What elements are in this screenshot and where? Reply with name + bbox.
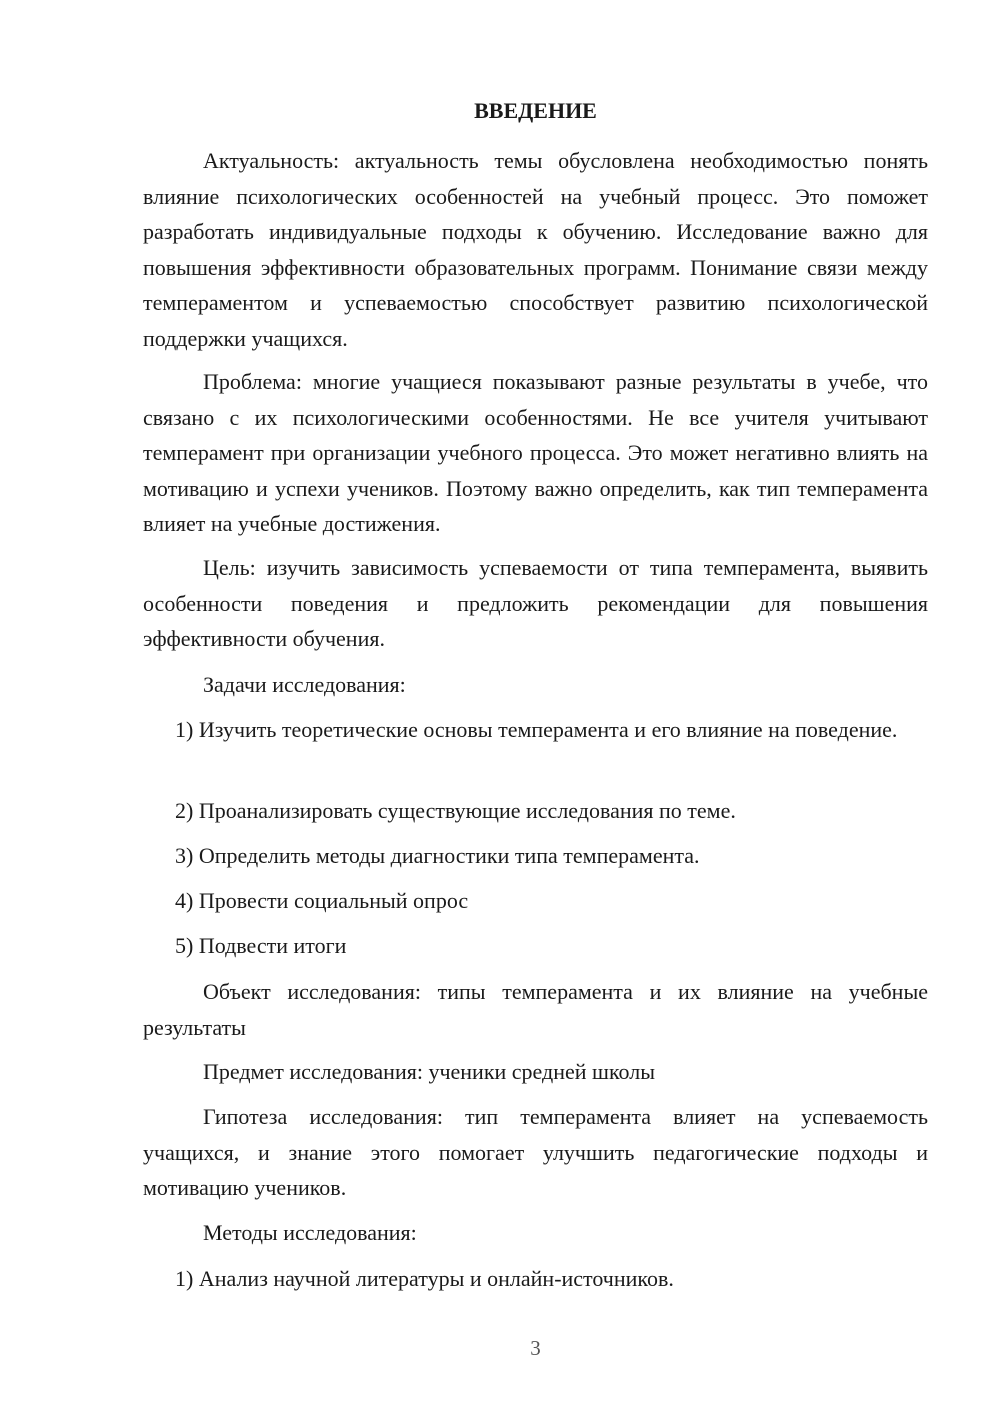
list-item: 5) Подвести итоги [175, 933, 347, 958]
page-title: ВВЕДЕНИЕ [474, 98, 597, 123]
paragraph-object: Объект исследования: типы темперамента и их влияние на учебные результаты [143, 979, 928, 1040]
tasks-heading: Задачи исследования: [203, 672, 406, 697]
list-item: 4) Провести социальный опрос [175, 888, 469, 913]
paragraph-problem: Проблема: многие учащиеся показывают разные результаты в учебе, что связано с их психологическими особенностями. Не все учителя учитывают темперамент при организации учебного процесса. Это может негативно влиять на мотивацию и успехи учеников. Поэтому важно определить, как тип темперамента влияет на учебные достижения. [143, 369, 928, 536]
paragraph-hypothesis: Гипотеза исследования: тип темперамента влияет на успеваемость учащихся, и знание этого помогает улучшить педагогические подходы и мотивацию учеников. [143, 1104, 928, 1200]
list-item: 2) Проанализировать существующие исследования по теме. [175, 798, 736, 823]
list-item: 1) Анализ научной литературы и онлайн-источников. [175, 1266, 674, 1291]
page-number: 3 [530, 1336, 541, 1360]
list-item: 3) Определить методы диагностики типа темперамента. [175, 843, 700, 868]
paragraph-relevance: Актуальность: актуальность темы обусловлена необходимостью понять влияние психологических особенностей на учебный процесс. Это поможет разработать индивидуальные подходы к обучению. Исследование важно для повышения эффективности образовательных программ. Понимание связи между темпераментом и успеваемостью способствует развитию психологической поддержки учащихся. [143, 148, 928, 351]
paragraph-goal: Цель: изучить зависимость успеваемости от типа темперамента, выявить особенности поведения и предложить рекомендации для повышения эффективности обучения. [143, 555, 928, 651]
methods-heading: Методы исследования: [203, 1220, 417, 1245]
list-item: 1) Изучить теоретические основы темперамента и его влияние на поведение. [175, 717, 898, 742]
paragraph-subject: Предмет исследования: ученики средней школы [203, 1059, 656, 1084]
